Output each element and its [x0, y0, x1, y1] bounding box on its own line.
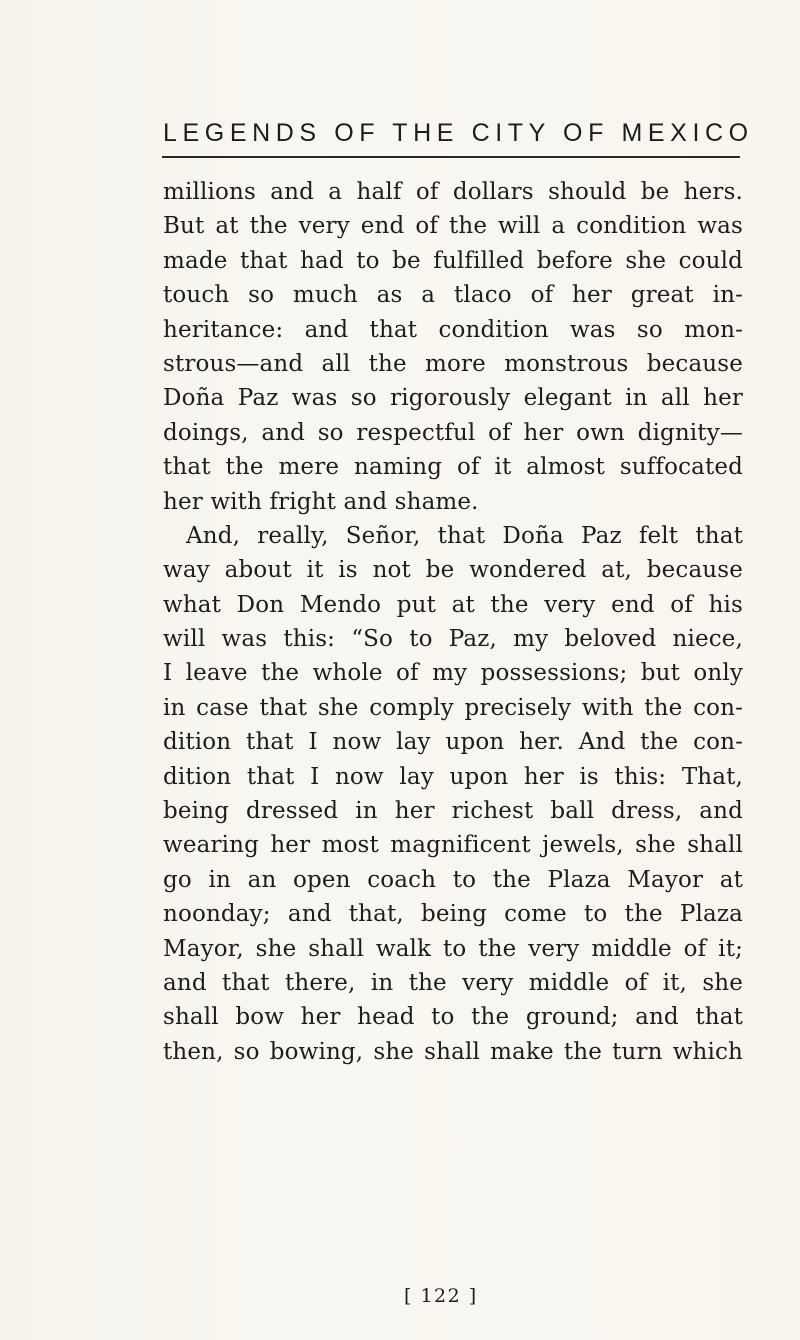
text-line: noonday; and that, being come to the Plaza: [163, 901, 743, 928]
text-line: And, really, Señor, that Doña Paz felt that: [186, 522, 743, 549]
header-rule: [162, 156, 740, 158]
text-line: Mayor, she shall walk to the very middle of it;: [163, 935, 743, 962]
text-line: heritance: and that condition was so mon-: [163, 316, 743, 343]
body-text: [163, 175, 743, 1069]
text-line: in case that she comply precisely with the con-: [163, 694, 743, 721]
text-line: that the mere naming of it almost suffocated: [163, 454, 743, 481]
text-line: strous—and all the more monstrous because: [163, 350, 743, 377]
text-line: made that had to be fulfilled before she could: [163, 247, 743, 274]
text-line: being dressed in her richest ball dress, and: [163, 798, 743, 825]
text-line: her with fright and shame.: [163, 488, 479, 515]
text-line: touch so much as a tlaco of her great in-: [163, 282, 743, 309]
text-line: shall bow her head to the ground; and that: [163, 1004, 743, 1031]
text-line: way about it is not be wondered at, because: [163, 557, 743, 584]
text-line: dition that I now lay upon her is this: That,: [163, 763, 743, 790]
text-line: But at the very end of the will a condition was: [163, 213, 743, 240]
text-line: I leave the whole of my possessions; but only: [163, 660, 743, 687]
text-line: millions and a half of dollars should be hers.: [163, 179, 743, 205]
text-line: go in an open coach to the Plaza Mayor at: [163, 866, 743, 893]
text-line: doings, and so respectful of her own dignity—: [163, 419, 743, 446]
text-line: and that there, in the very middle of it, she: [163, 969, 743, 996]
text-line: wearing her most magnificent jewels, she shall: [163, 832, 743, 859]
text-line: dition that I now lay upon her. And the con-: [163, 729, 743, 756]
text-line: will was this: “So to Paz, my beloved niece,: [163, 626, 743, 653]
running-head: LEGENDS OF THE CITY OF MEXICO: [163, 119, 754, 147]
page-number: [ 122 ]: [404, 1285, 478, 1307]
text-line: what Don Mendo put at the very end of his: [163, 591, 743, 618]
text-line: then, so bowing, she shall make the turn which: [163, 1038, 743, 1065]
text-line: Doña Paz was so rigorously elegant in all her: [163, 385, 743, 412]
